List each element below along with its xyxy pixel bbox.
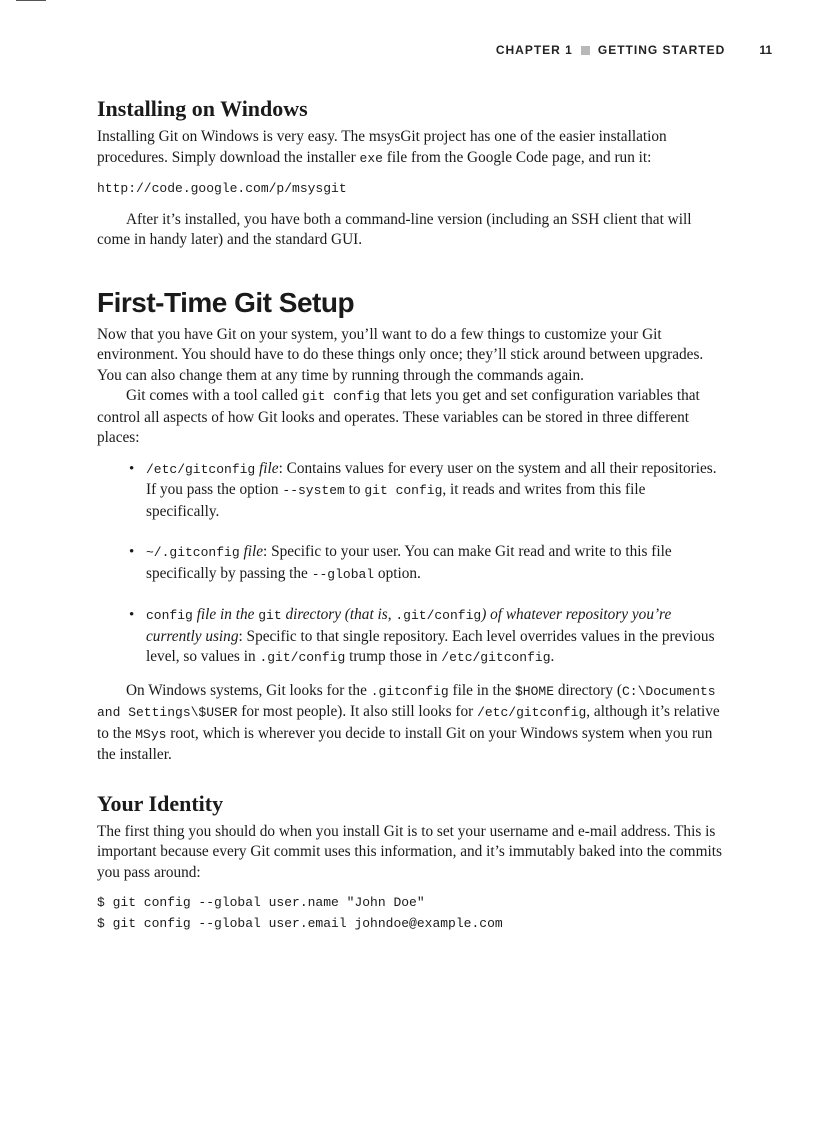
- paragraph-git-config: Git comes with a tool called git config that lets you get and set configuration variables that control all aspects of how Git looks and operates. These variables can be stored in three different places:: [97, 387, 700, 446]
- section-heading-installing-windows: Installing on Windows: [97, 96, 308, 121]
- separator-square: [581, 46, 590, 55]
- inline-code: git config: [301, 389, 380, 404]
- command-set-name: $ git config --global user.name "John Doe": [97, 895, 425, 910]
- chapter-section-heading-first-time-setup: First-Time Git Setup: [97, 286, 355, 318]
- paragraph-windows-after-install: After it’s installed, you have both a command-line version (including an SSH client that will come in handy later) and the standard GUI.: [97, 210, 692, 248]
- list-item: • ~/.gitconfig file: Specific to your user. You can make Git read and write to this file specifically by passing the --global option.: [97, 542, 722, 585]
- chapter-label: CHAPTER 1: [495, 43, 573, 57]
- paragraph-setup-intro: Now that you have Git on your system, you’ll want to do a few things to customize your Git environment. You should have to do these things only once; they’ll stick around between upgrades. You can also change them at any time by running through the commands again.: [97, 325, 704, 384]
- crop-mark: [16, 0, 46, 1]
- page-body: [97, 95, 722, 934]
- list-item: • config file in the git directory (that is, .git/config) of whatever repository you’re currently using: Specific to that single repository. Each level overrides values in the previous level, so values in .git/config trump those in /etc/gitconfig.: [97, 605, 722, 669]
- list-item: • /etc/gitconfig file: Contains values for every user on the system and all their repositories. If you pass the option --system to git config, it reads and writes from this file specifically.: [97, 459, 722, 523]
- paragraph-windows-intro: Installing Git on Windows is very easy. The msysGit project has one of the easier installation procedures. Simply download the installer exe file from the Google Code page, and run it:: [97, 128, 667, 166]
- section-heading-your-identity: Your Identity: [97, 790, 224, 816]
- paragraph-windows-config: On Windows systems, Git looks for the .gitconfig file in the $HOME directory (C:\Documents and Settings\$USER for most people). It also still looks for /etc/gitconfig, although it’s relative to the MSys root, which is wherever you decide to install Git on your Windows system when you run the installer.: [97, 681, 720, 763]
- chapter-title: GETTING STARTED: [597, 43, 726, 57]
- page-number: 11: [759, 43, 772, 57]
- download-url: http://code.google.com/p/msysgit: [97, 181, 347, 196]
- running-head: [96, 43, 772, 57]
- config-locations-list: [97, 459, 722, 669]
- paragraph-identity-intro: The first thing you should do when you install Git is to set your username and e-mail address. This is important because every Git commit uses this information, and it’s immutably baked into the commits you pass around:: [97, 822, 722, 881]
- inline-code: exe: [359, 150, 383, 166]
- command-set-email: $ git config --global user.email johndoe@example.com: [97, 915, 503, 931]
